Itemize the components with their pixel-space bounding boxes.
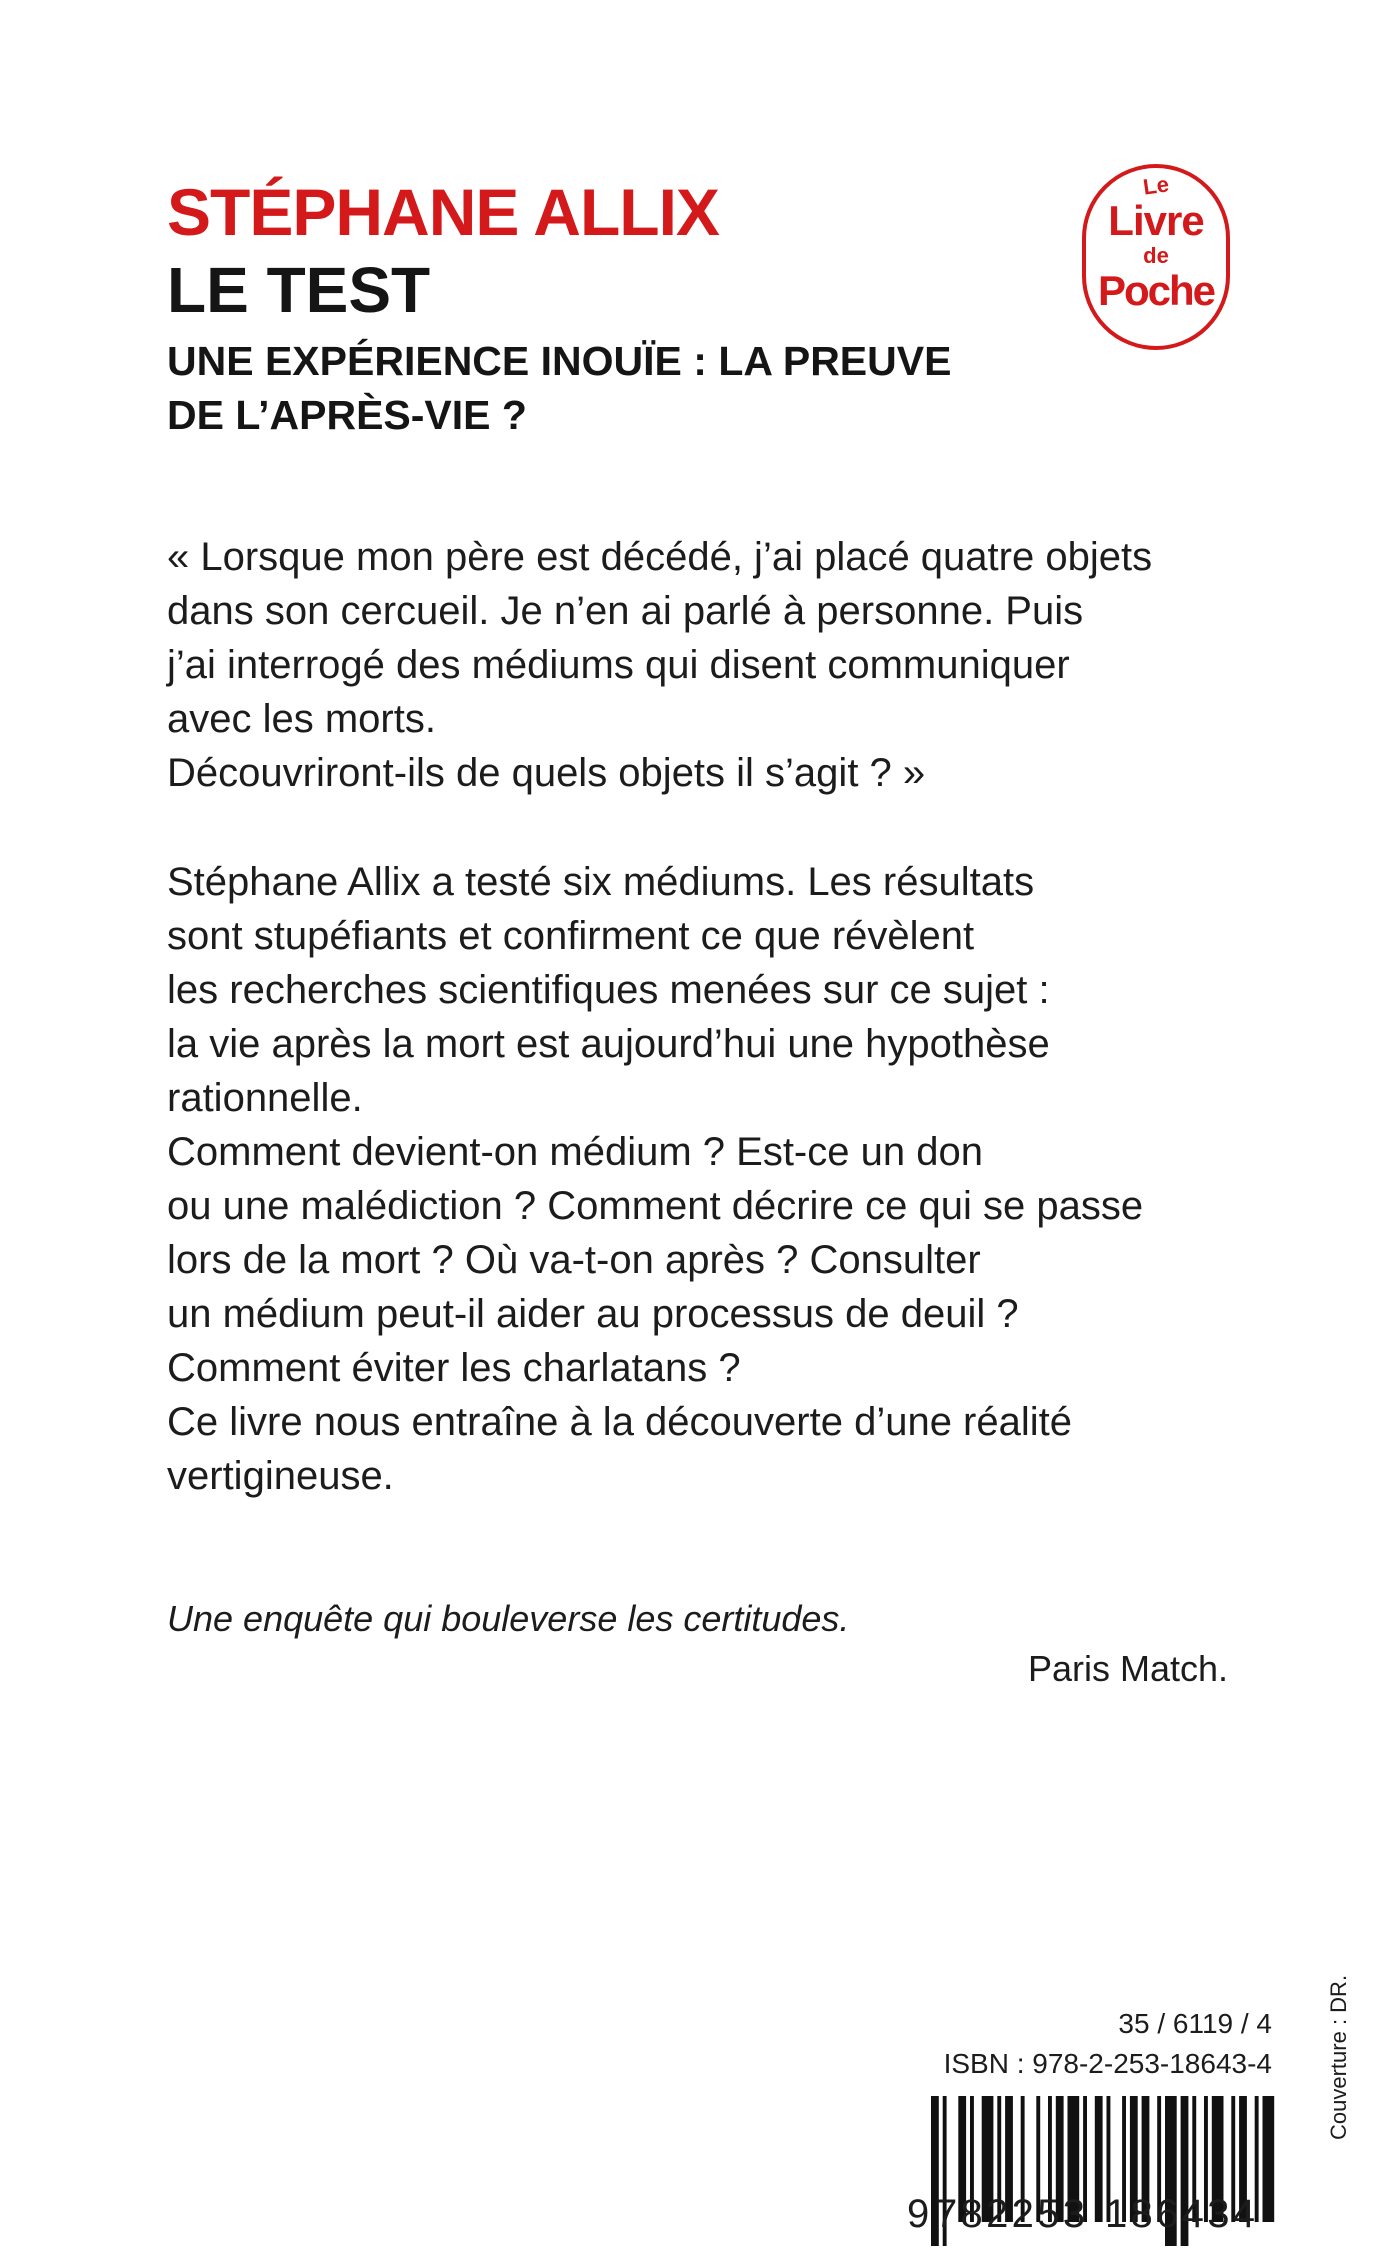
subtitle-line: DE L’APRÈS-VIE ? [167, 392, 527, 438]
barcode-digit-group-left: 782253 [935, 2192, 1085, 2236]
description-line: vertigineuse. [167, 1454, 394, 1498]
logo-text-le: Le [1141, 171, 1171, 200]
press-review-source: Paris Match. [1027, 1648, 1228, 1689]
logo-text-de: de [1143, 243, 1169, 268]
quote-line: Découvriront-ils de quels objets il s’agit ? » [167, 751, 926, 795]
description-line: un médium peut-il aider au processus de deuil ? [167, 1292, 1019, 1336]
barcode-digit-first: 9 [907, 2192, 930, 2236]
cover-credit [1326, 1960, 1366, 2140]
description-line: la vie après la mort est aujourd’hui une hypothèse [167, 1022, 1050, 1066]
description-line: Comment éviter les charlatans ? [167, 1346, 741, 1390]
quote-line: dans son cercueil. Je n’en ai parlé à personne. Puis [167, 589, 1084, 633]
description-line: Stéphane Allix a testé six médiums. Les résultats [167, 860, 1035, 904]
barcode-digit-group-right: 186434 [1105, 2192, 1255, 2236]
isbn-number: ISBN : 978-2-253-18643-4 [943, 2048, 1272, 2079]
description-line: Ce livre nous entraîne à la découverte d’une réalité [167, 1400, 1072, 1444]
subtitle-line: UNE EXPÉRIENCE INOUÏE : LA PREUVE [167, 338, 952, 384]
press-review-quote: Une enquête qui bouleverse les certitudes. [167, 1598, 850, 1639]
logo-text-livre: Livre [1108, 197, 1204, 244]
author-name: STÉPHANE ALLIX [167, 175, 719, 249]
cover-credit-text: Couverture : DR. [1326, 1974, 1351, 2140]
description-line: les recherches scientifiques menées sur ce sujet : [167, 968, 1050, 1012]
quote-line: j’ai interrogé des médiums qui disent communiquer [167, 643, 1070, 687]
publisher-code: 35 / 6119 / 4 [1118, 2008, 1272, 2039]
publisher-logo [1082, 164, 1230, 350]
description-line: Comment devient-on médium ? Est-ce un don [167, 1130, 983, 1174]
description-line: rationnelle. [167, 1076, 363, 1120]
book-subtitle [167, 334, 1067, 442]
description-line: sont stupéfiants et confirment ce que révèlent [167, 914, 975, 958]
barcode-digits [895, 2183, 1275, 2243]
description-line: ou une malédiction ? Comment décrire ce qui se passe [167, 1184, 1144, 1228]
quote-line: avec les morts. [167, 697, 436, 741]
description-line: lors de la mort ? Où va-t-on après ? Consulter [167, 1238, 981, 1282]
author-quote [167, 530, 1287, 800]
quote-line: « Lorsque mon père est décédé, j’ai placé quatre objets [167, 535, 1153, 579]
book-title: LE TEST [167, 254, 431, 326]
book-description [167, 855, 1287, 1503]
logo-text-poche: Poche [1097, 267, 1215, 314]
